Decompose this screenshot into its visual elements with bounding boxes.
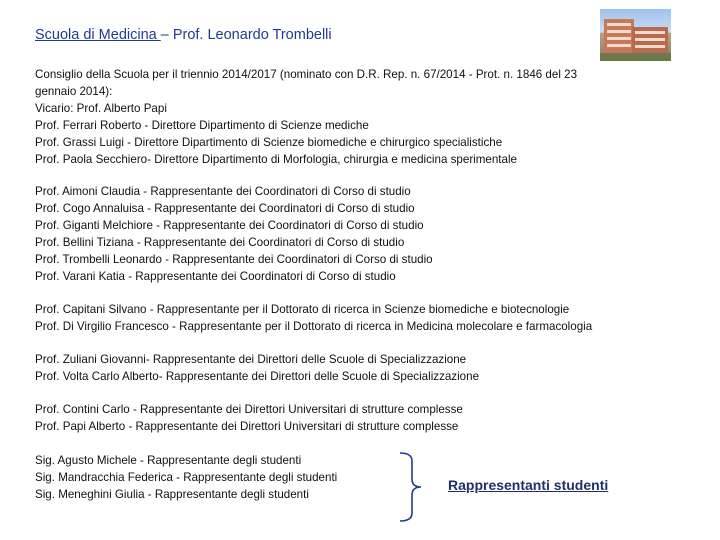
dean-name: – Prof. Leonardo Trombelli — [160, 27, 332, 43]
page-title — [35, 27, 332, 43]
vicar-line: Vicario: Prof. Alberto Papi — [35, 101, 167, 115]
students-representatives-label: Rappresentanti studenti — [448, 477, 609, 493]
doctorate-block — [35, 302, 592, 336]
student-line: Sig. Mandracchia Federica - Rappresentante degli studenti — [35, 470, 338, 484]
right-brace-icon — [398, 451, 424, 523]
building-photo — [600, 9, 671, 61]
coordinator-line: Prof. Varani Katia - Rappresentante dei Coordinatori di Corso di studio — [35, 269, 396, 283]
specialization-line: Prof. Volta Carlo Alberto- Rappresentante dei Direttori delle Scuole di Specializzazione — [35, 369, 480, 383]
director-line: Prof. Grassi Luigi - Direttore Dipartimento di Scienze biomediche e chirurgico specialistiche — [35, 135, 503, 149]
complex-structure-line: Prof. Papi Alberto - Rappresentante dei Direttori Universitari di strutture complesse — [35, 419, 459, 433]
complex-structure-line: Prof. Contini Carlo - Rappresentante dei Direttori Universitari di strutture complesse — [35, 403, 463, 416]
director-line: Prof. Paola Secchiero- Direttore Dipartimento di Morfologia, chirurgia e medicina sperimentale — [35, 152, 518, 166]
student-line: Sig. Agusto Michele - Rappresentante degli studenti — [35, 454, 302, 467]
coordinators-block — [35, 184, 433, 285]
school-name: Scuola di Medicina — [35, 27, 161, 43]
student-line: Sig. Meneghini Giulia - Rappresentante degli studenti — [35, 487, 309, 501]
council-description-cont: gennaio 2014): — [35, 84, 113, 98]
coordinator-line: Prof. Trombelli Leonardo - Rappresentante dei Coordinatori di Corso di studio — [35, 252, 433, 266]
coordinator-line: Prof. Aimoni Claudia - Rappresentante dei Coordinatori di Corso di studio — [35, 185, 411, 198]
council-header-block — [35, 67, 577, 168]
council-description: Consiglio della Scuola per il triennio 2014/2017 (nominato con D.R. Rep. n. 67/2014 - Prot. n. 1846 del 23 — [35, 68, 578, 81]
doctorate-line: Prof. Capitani Silvano - Rappresentante per il Dottorato di ricerca in Scienze biomediche e biotecnologie — [35, 303, 570, 316]
director-line: Prof. Ferrari Roberto - Direttore Dipartimento di Scienze mediche — [35, 118, 369, 132]
specialization-block — [35, 352, 479, 386]
coordinator-line: Prof. Bellini Tiziana - Rappresentante dei Coordinatori di Corso di studio — [35, 235, 405, 249]
doctorate-line: Prof. Di Virgilio Francesco - Rappresentante per il Dottorato di ricerca in Medicina molecolare e farmacologia — [35, 319, 593, 333]
complex-structures-block — [35, 402, 463, 436]
coordinator-line: Prof. Giganti Melchiore - Rappresentante dei Coordinatori di Corso di studio — [35, 218, 424, 232]
coordinator-line: Prof. Cogo Annaluisa - Rappresentante dei Coordinatori di Corso di studio — [35, 201, 415, 215]
students-block — [35, 453, 337, 504]
specialization-line: Prof. Zuliani Giovanni- Rappresentante dei Direttori delle Scuole di Specializzazione — [35, 353, 467, 366]
